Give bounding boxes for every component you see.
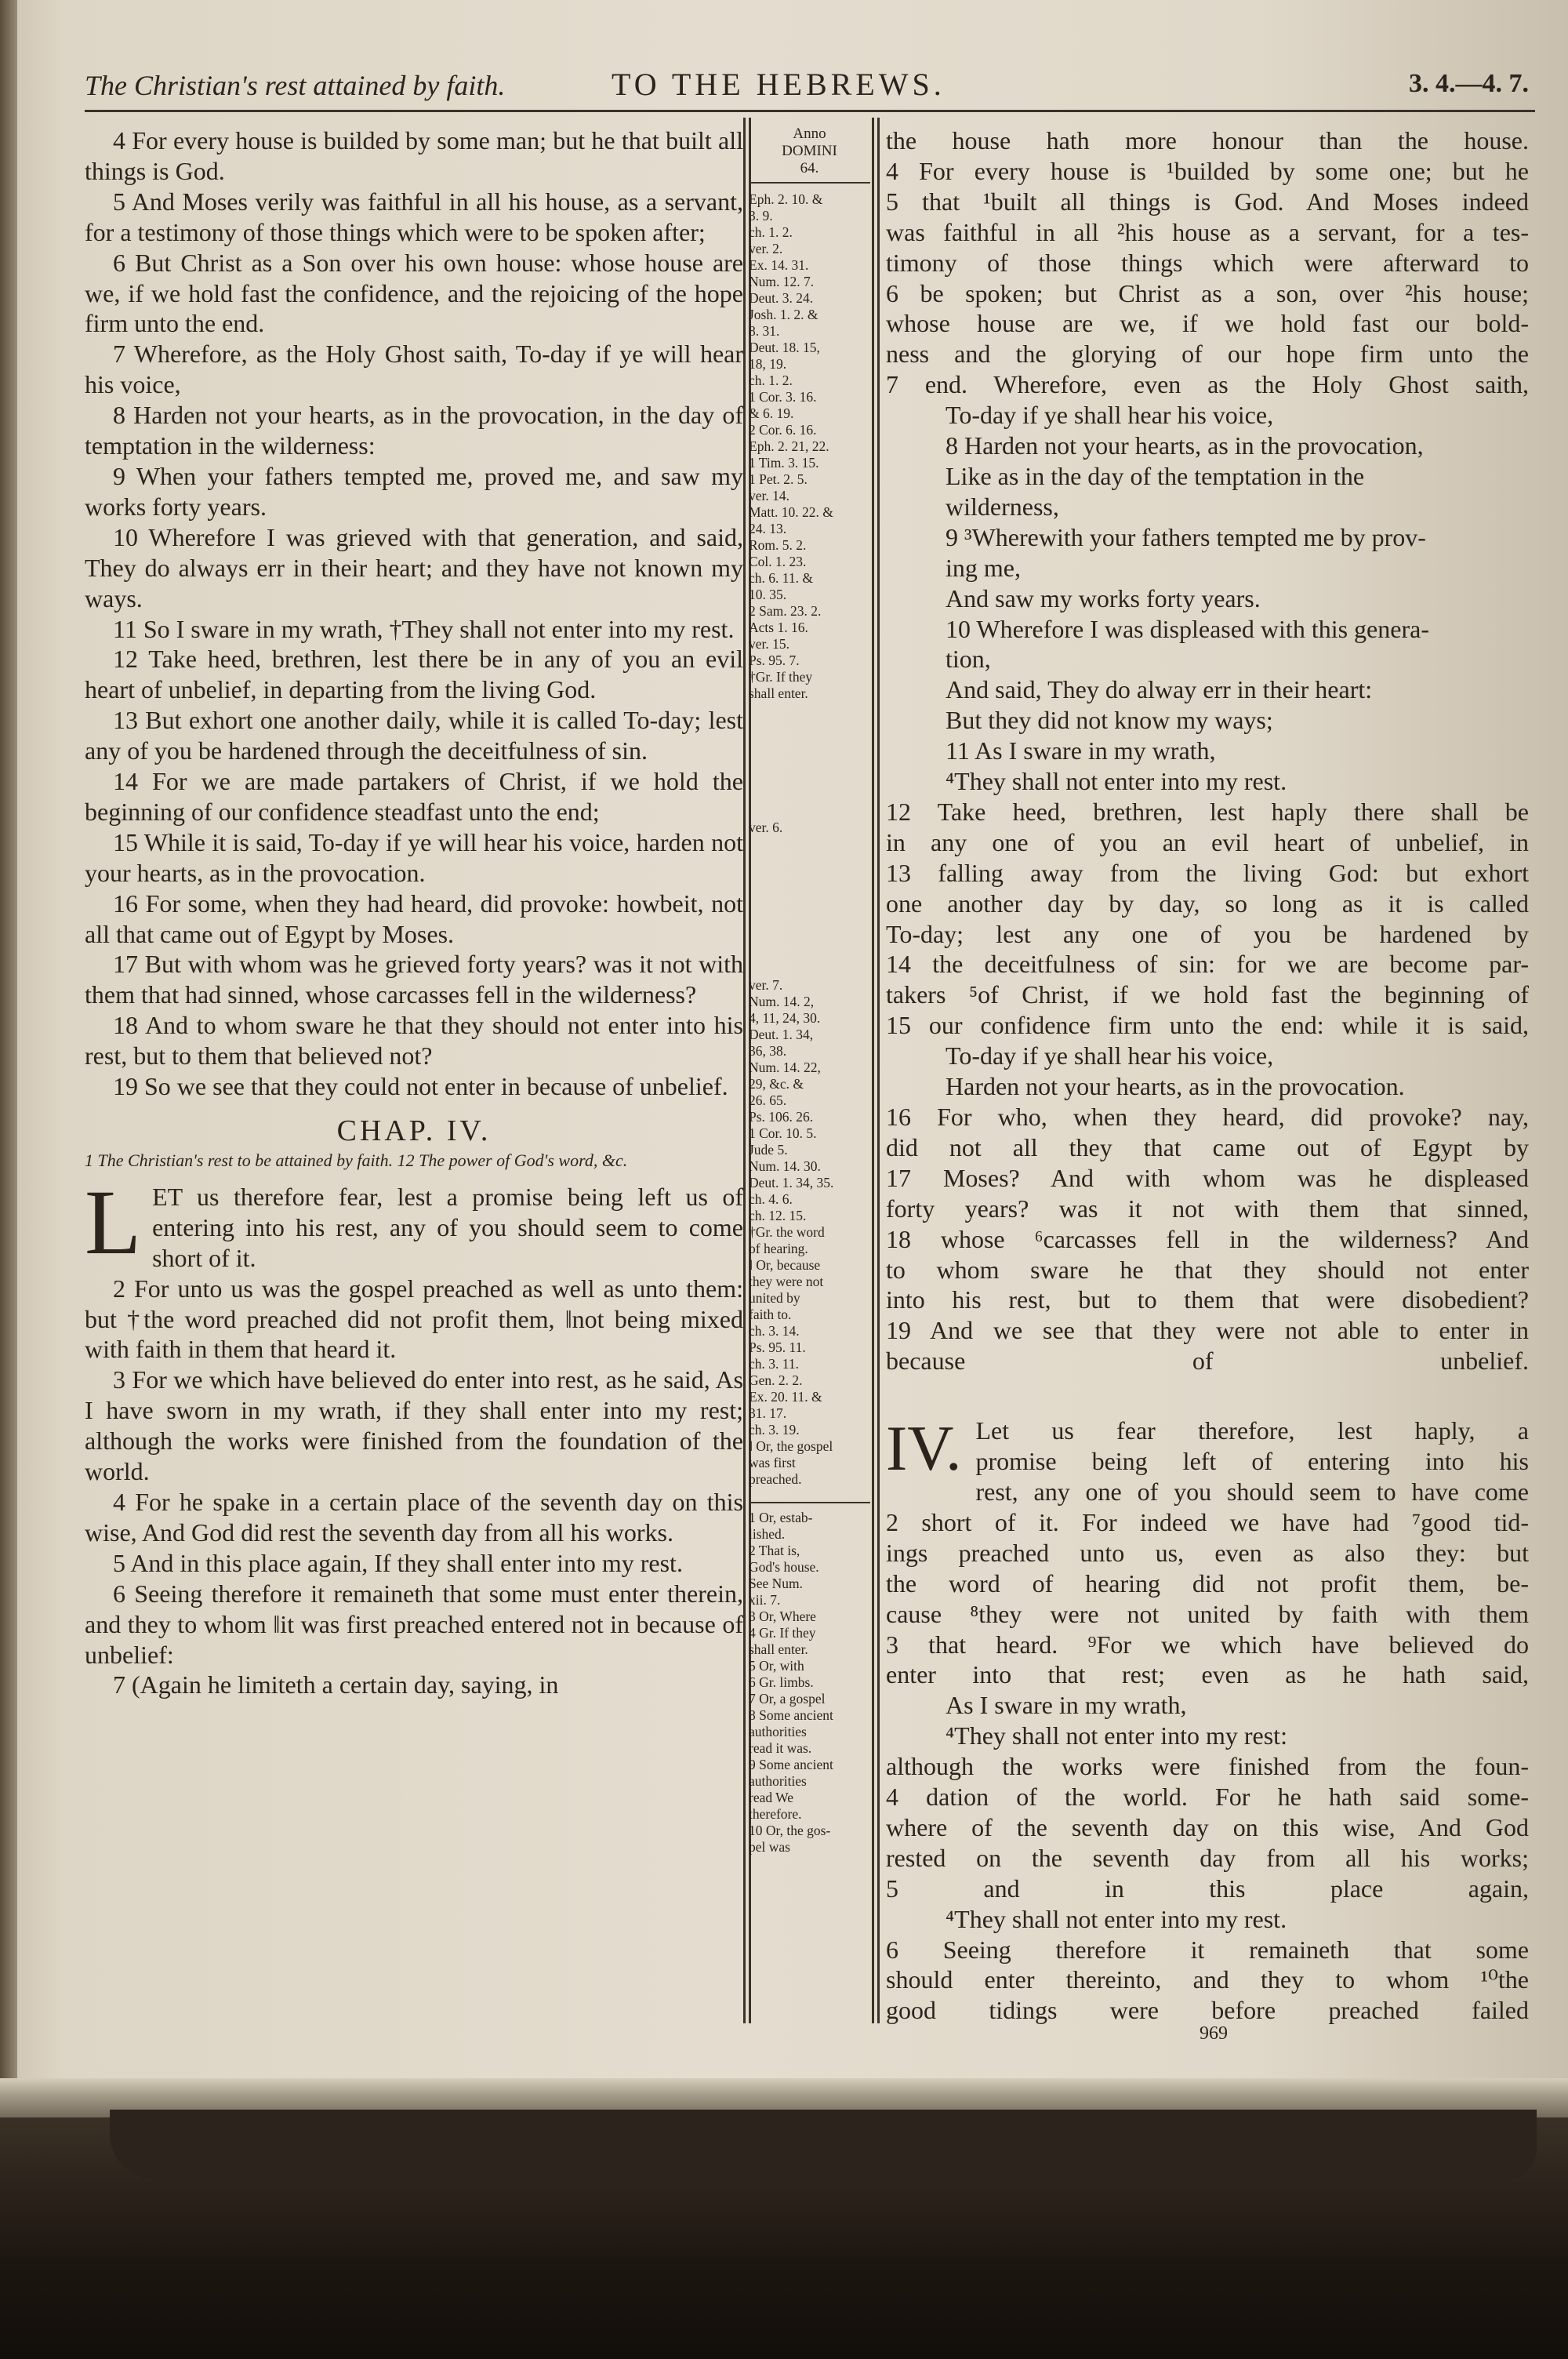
cross-reference: ch. 3. 19. [749,1422,800,1438]
cross-reference: they were not [749,1274,824,1289]
text-line: was faithful in all ²his house as a servant, for a tes- [886,217,1529,246]
footnote: 5 Or, with [749,1658,804,1674]
verse: 9 When your fathers tempted me, proved me, and saw my works forty years. [85,461,743,521]
verse: 4 For he spake in a certain place of the seventh day on this wise, And God did rest the seventh day from all his works. [85,1487,743,1547]
year-label: 64. [800,160,819,176]
text-line: forty years? was it not with them that sinned, [886,1194,1529,1223]
cross-reference: shall enter. [749,685,808,701]
text-line: 4 For every house is ¹builded by some one; but he [886,156,1529,185]
text-line: in any one of you an evil heart of unbelief, in [886,827,1529,856]
text-line: 19 And we see that they were not able to enter in [886,1316,1529,1345]
poem-line: ing me, [946,553,1021,582]
text-line: timony of those things which were afterward to [886,248,1529,277]
cross-reference: was first [749,1455,796,1470]
cross-reference: 1 Tim. 3. 15. [749,455,819,471]
text-line: rested on the seventh day from all his works; [886,1843,1529,1872]
text-line: 6 be spoken; but Christ as a son, over ²his house; [886,278,1529,307]
verse-text: ET us therefore fear, lest a promise being left us of entering into his rest, any of you should seem to come short of it. [152,1182,743,1272]
text-line: To-day; lest any one of you be hardened by [886,919,1529,948]
text-line: 16 For who, when they heard, did provoke? nay, [886,1103,1529,1131]
footnote: 2 That is, [749,1543,800,1558]
header-rule [85,110,1535,112]
column-rule-right [872,118,874,2023]
rv-block-1 [886,125,1529,400]
footnote: 8 Some ancient [749,1707,833,1723]
cross-reference: Acts 1. 16. [749,620,808,635]
cross-reference: ‖ Or, because [749,1257,821,1273]
cross-reference: Ps. 95. 11. [749,1339,806,1355]
chapter-verse-range: 3. 4.—4. 7. [1409,69,1529,98]
authorized-version-column [85,125,743,1700]
poem-line: And saw my works forty years. [946,583,1261,612]
text-line: to whom sware he that they should not enter [886,1255,1529,1284]
cross-reference: ch. 3. 14. [749,1323,800,1339]
verse: 13 But exhort one another daily, while it is called To-day; lest any of you be hardened through the deceitfulness of sin. [85,706,743,765]
cross-reference: Jude 5. [749,1142,788,1158]
verse: 3 For we which have believed do enter into rest, as he said, As I have sworn in my wrath, if they shall enter into my rest; although the works were finished from the foundation of the world. [85,1365,743,1486]
poem-line: ⁴They shall not enter into my rest. [946,1904,1287,1933]
poem-line: To-day if ye shall hear his voice, [946,1041,1274,1070]
cross-reference: Deut. 3. 24. [749,290,814,306]
cross-reference: Deut. 1. 34, [749,1027,814,1042]
footnote: 9 Some ancient [749,1757,833,1772]
verse: 18 And to whom sware he that they should not enter into his rest, but to them that believed not? [85,1011,743,1070]
cross-reference: ch. 1. 2. [749,373,793,388]
cross-reference: Gen. 2. 2. [749,1372,803,1388]
rv-block-2 [886,797,1529,1041]
cross-reference: Ex. 20. 11. & [749,1389,822,1405]
cross-reference: ver. 2. [749,241,783,256]
text-line: ings preached unto us, even as also they: but [886,1538,1529,1567]
chapter-4-verse-1 [85,1170,743,1274]
verse: 14 For we are made partakers of Christ, if we hold the beginning of our confidence steadfast unto the end; [85,767,743,826]
chapter-numeral: IV. [886,1412,962,1485]
page-number: 969 [1200,2023,1228,2044]
rv-poem-3 [886,1690,1529,1751]
rv-block-4 [886,1751,1529,1904]
text-line: 5 and in this place again, [886,1874,1529,1903]
footnote: read We [749,1790,794,1805]
cross-reference: Num. 14. 22, [749,1060,821,1075]
rv-poem-4 [886,1904,1529,1935]
cross-reference: preached. [749,1471,802,1487]
text-line: should enter thereinto, and they to whom ¹⁰the [886,1965,1529,1994]
rv-block-5 [886,1935,1529,2026]
worn-binding [110,2110,1537,2180]
text-line: 4 dation of the world. For he hath said some- [886,1783,1529,1812]
text-line: because of unbelief. [886,1347,1529,1376]
text-line: ness and the glorying of our hope firm unto the [886,340,1529,369]
cross-reference: 2 Cor. 6. 16. [749,422,817,438]
footnote: God's house. [749,1559,819,1575]
cross-reference: of hearing. [749,1241,808,1256]
poem-line: And said, They do alway err in their heart: [946,675,1373,704]
poem-line: 8 Harden not your hearts, as in the provocation, [946,431,1424,460]
book-binding [0,0,17,2117]
cross-reference: ver. 6. [749,820,783,835]
text-line: 12 Take heed, brethren, lest haply there shall be [886,797,1529,826]
poem-line: ⁴They shall not enter into my rest: [946,1721,1287,1750]
verse: 5 And Moses verily was faithful in all his house, as a servant, for a testimony of those things which were to be spoken after; [85,187,743,246]
cross-reference: Deut. 1. 34, 35. [749,1175,834,1190]
text-line: 17 Moses? And with whom was he displeased [886,1163,1529,1192]
poem-line: Harden not your hearts, as in the provocation. [946,1072,1405,1101]
cross-reference: ch. 1. 2. [749,224,793,240]
cross-reference: Rom. 5. 2. [749,537,807,553]
verse: 7 (Again he limiteth a certain day, saying, in [113,1670,559,1699]
cross-reference: 3. 9. [749,208,773,224]
text-line: 6 Seeing therefore it remaineth that some [886,1935,1529,1964]
cross-reference: Eph. 2. 21, 22. [749,438,829,454]
refs-top [749,191,870,702]
footnote: authorities [749,1724,807,1739]
verse: 2 For unto us was the gospel preached as well as unto them: but †the word preached did not profit them, ‖not being mixed with faith in them that heard it. [85,1274,743,1364]
verse: 10 Wherefore I was grieved with that generation, and said, They do always err in their heart; and they have not known my ways. [85,522,743,612]
poem-line: tion, [946,645,991,674]
footnote: 7 Or, a gospel [749,1691,826,1707]
poem-line: Like as in the day of the temptation in the [946,461,1365,490]
cross-reference: ch. 4. 6. [749,1191,793,1207]
text-line: enter into that rest; even as he hath said, [886,1660,1529,1689]
text-line: Let us fear therefore, lest haply, a [975,1416,1529,1445]
cross-reference: Matt. 10. 22. & [749,504,833,520]
text-line: whose house are we, if we hold fast our bold- [886,309,1529,338]
text-line: the house hath more honour than the house. [886,126,1529,154]
dropcap-letter: L [85,1170,142,1274]
cross-reference: ver. 15. [749,636,790,652]
verse: 15 While it is said, To-day if ye will hear his voice, harden not your hearts, as in the provocation. [85,827,743,887]
rv-block-3 [886,1102,1529,1376]
verse: 17 But with whom was he grieved forty years? was it not with them that had sinned, whose carcasses fell in the wilderness? [85,950,743,1009]
marginal-references [749,125,870,1856]
cross-reference: Deut. 18. 15, [749,340,820,355]
poem-line: As I sware in my wrath, [946,1691,1187,1720]
footnote: See Num. [749,1576,804,1591]
cross-reference: Ex. 14. 31. [749,257,809,273]
text-line: 7 end. Wherefore, even as the Holy Ghost saith, [886,370,1529,399]
footnote: authorities [749,1773,807,1789]
text-line: 2 short of it. For indeed we have had ⁷good tid- [886,1507,1529,1536]
cross-reference: Num. 14. 30. [749,1158,821,1174]
verse: 19 So we see that they could not enter in because of unbelief. [113,1072,728,1101]
poem-line: To-day if ye shall hear his voice, [946,401,1274,430]
revised-version-notes [749,1502,870,1856]
verse: 16 For some, when they had heard, did provoke: howbeit, not all that came out of Egypt by Moses. [85,889,743,948]
cross-reference: 1 Cor. 3. 16. [749,389,817,405]
footnote: lished. [749,1526,786,1542]
chapter-heading: CHAP. IV. [336,1114,492,1147]
chapter-summary: 1 The Christian's rest to be attained by faith. 12 The power of God's word, &c. [85,1150,628,1170]
cross-reference: 31. 17. [749,1405,787,1421]
cross-reference: †Gr. the word [749,1224,825,1240]
text-line: 14 the deceitfulness of sin: for we are become par- [886,950,1529,979]
text-line: takers ⁵of Christ, if we hold fast the beginning of [886,980,1529,1009]
text-line: did not all they that came out of Egypt by [886,1132,1529,1161]
rv-poem-2 [886,1041,1529,1102]
cross-reference: Ps. 95. 7. [749,652,800,668]
verse: 6 But Christ as a Son over his own house: whose house are we, if we hold fast the confidence, and the rejoicing of the hope firm unto the end. [85,248,743,338]
cross-reference: ver. 7. [749,977,783,993]
rv-chapter-4-lines [886,1412,1529,1690]
cross-reference: Josh. 1. 2. & [749,307,818,322]
anno-label: Anno [793,125,826,142]
poem-line: 11 As I sware in my wrath, [946,736,1216,765]
cross-reference: †Gr. If they [749,669,813,685]
running-head-left: The Christian's rest attained by faith. [85,70,506,101]
cross-reference: 36, 38. [749,1043,787,1059]
footnote: therefore. [749,1806,802,1822]
cross-reference: Num. 14. 2, [749,994,815,1009]
cross-reference: ch. 12. 15. [749,1208,807,1223]
cross-reference: Ps. 106. 26. [749,1109,814,1125]
revised-version-column [886,125,1529,2026]
text-line: into his rest, but to them that were disobedient? [886,1285,1529,1314]
column-rule-left [743,118,746,2023]
text-line: 3 that heard. ⁹For we which have believed do [886,1630,1529,1659]
column-rule-right-inner [877,118,880,2023]
text-line: where of the seventh day on this wise, And God [886,1812,1529,1841]
verse: 8 Harden not your hearts, as in the provocation, in the day of temptation in the wilderness: [85,401,743,460]
refs-mid [749,820,870,836]
cross-reference: 1 Cor. 10. 5. [749,1125,817,1141]
rv-chapter-4-start [886,1412,1529,1690]
chapter-4-verses [85,1274,743,1701]
text-line: 13 falling away from the living God: but exhort [886,858,1529,887]
cross-reference: ch. 6. 11. & [749,570,813,586]
footnote: shall enter. [749,1641,808,1657]
cross-reference: 29, &c. & [749,1076,804,1092]
text-line: one another day by day, so long as it is called [886,889,1529,918]
text-line: 5 that ¹built all things is God. And Moses indeed [886,187,1529,216]
verse: 6 Seeing therefore it remaineth that some must enter therein, and they to whom ‖it was first preached entered not in because of unbelief: [85,1579,743,1669]
poem-line: But they did not know my ways; [946,706,1273,735]
footnote: 10 Or, the gos- [749,1823,831,1838]
footnote: 6 Gr. limbs. [749,1674,814,1690]
anno-domini [749,125,870,184]
text-line: 18 whose ⁶carcasses fell in the wilderness? And [886,1224,1529,1253]
text-line: cause ⁸they were not united by faith with them [886,1599,1529,1628]
footnote: 1 Or, estab- [749,1510,813,1525]
cross-reference: ch. 3. 11. [749,1356,799,1372]
footnote: xii. 7. [749,1592,781,1608]
cross-reference: & 6. 19. [749,405,794,421]
cross-reference: 26. 65. [749,1092,787,1108]
cross-reference: 1 Pet. 2. 5. [749,471,808,487]
cross-reference: Eph. 2. 10. & [749,191,823,207]
footnote: read it was. [749,1740,812,1756]
text-line: rest, any one of you should seem to have come [975,1477,1529,1506]
cross-reference: 24. 13. [749,521,787,536]
text-line: 15 our confidence firm unto the end: while it is said, [886,1011,1529,1040]
cross-reference: 18, 19. [749,356,787,372]
cross-reference: united by [749,1290,800,1306]
cross-reference: 4, 11, 24, 30. [749,1010,821,1026]
footnote: pel was [749,1839,790,1855]
cross-reference: faith to. [749,1307,792,1322]
text-line: promise being left of entering into his [975,1447,1529,1476]
poem-line: wilderness, [946,492,1059,521]
text-line: the word of hearing did not profit them, be- [886,1568,1529,1598]
cross-reference: ver. 14. [749,488,790,503]
chapter-3-verses [85,125,743,1102]
poem-line: 10 Wherefore I was displeased with this genera- [946,614,1429,643]
verse: 5 And in this place again, If they shall enter into my rest. [113,1548,683,1577]
footnote: 3 Or, Where [749,1608,816,1624]
verse: 7 Wherefore, as the Holy Ghost saith, To-day if ye will hear his voice, [85,340,743,399]
footnote: 4 Gr. If they [749,1625,816,1641]
cross-reference: 8. 31. [749,323,780,339]
poem-line: ⁴They shall not enter into my rest. [946,767,1287,796]
cross-reference: 10. 35. [749,587,787,602]
verse: 4 For every house is builded by some man; but he that built all things is God. [85,126,743,185]
refs-lower [749,977,870,1488]
poem-line: 9 ³Wherewith your fathers tempted me by prov- [946,522,1426,551]
book-title: TO THE HEBREWS. [612,67,946,102]
verse: 11 So I sware in my wrath, †They shall not enter into my rest. [113,614,735,643]
rv-poem-1 [886,400,1529,797]
cross-reference: Col. 1. 23. [749,554,807,569]
cross-reference: 2 Sam. 23. 2. [749,603,822,619]
cross-reference: Num. 12. 7. [749,274,815,289]
text-line: although the works were finished from the foun- [886,1752,1529,1781]
text-line: good tidings were before preached failed [886,1996,1529,2025]
domini-label: DOMINI [782,143,837,159]
cross-reference: ‖ Or, the gospel [749,1438,833,1454]
verse: 12 Take heed, brethren, lest there be in any of you an evil heart of unbelief, in departing from the living God. [85,645,743,704]
